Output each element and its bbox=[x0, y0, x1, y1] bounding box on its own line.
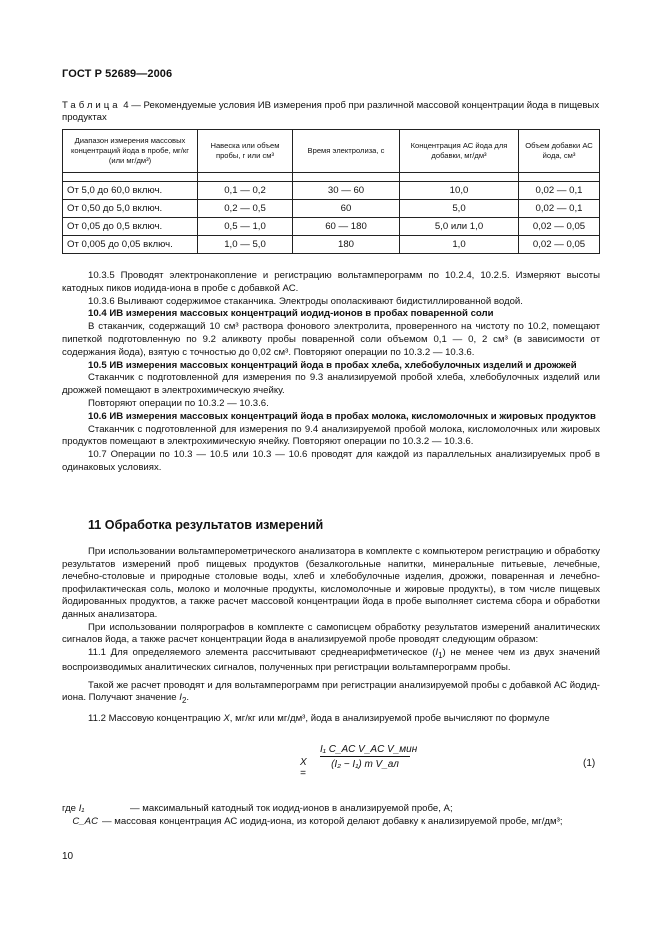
table-cell: 0,02 — 0,05 bbox=[519, 218, 600, 236]
definition-row bbox=[62, 816, 600, 829]
paragraph-10-3-5: 10.3.5 Проводят электронакопление и регистрацию вольтамперограмм по 10.2.4, 10.2.5. Измеряют высоты катодных пиков иодида-иона в пробе с добавкой АС. bbox=[62, 270, 600, 294]
table-row bbox=[63, 200, 600, 218]
table-cell: 60 — 180 bbox=[293, 218, 400, 236]
paragraph-10-6: Стаканчик с подготовленной для измерения по 9.4 анализируемой пробой молока, кисломолочных или жировых продуктов помещают в электрохимическую ячейку. Повторяют операции по 10.3.2 — 10.3.6. bbox=[62, 423, 600, 448]
definition-text: — максимальный катодный ток иодид-ионов в анализируемой пробе, А; bbox=[130, 803, 453, 814]
table-cell: 1,0 bbox=[400, 236, 519, 254]
conditions-table bbox=[62, 129, 600, 254]
table-cell: От 0,50 до 5,0 включ. bbox=[63, 200, 198, 218]
standard-header: ГОСТ Р 52689—2006 bbox=[62, 68, 173, 80]
paragraph-10-3-6: 10.3.6 Выливают содержимое стаканчика. Электроды ополаскивают бидистиллированной водой. bbox=[88, 295, 523, 307]
symbol-definitions bbox=[62, 803, 600, 828]
table-cell: От 5,0 до 60,0 включ. bbox=[63, 182, 198, 200]
table-cell: 0,02 — 0,1 bbox=[519, 182, 600, 200]
heading-10-6: 10.6 ИВ измерения массовых концентраций йода в пробах молока, кисломолочных и жировых продуктов bbox=[88, 410, 596, 422]
formula-numerator: I₁ C_AC V_AC V_мин bbox=[320, 744, 418, 755]
table-caption bbox=[62, 100, 602, 124]
table-cell: 0,2 — 0,5 bbox=[198, 200, 293, 218]
paragraph-10-5a: Стаканчик с подготовленной для измерения по 9.3 анализируемой пробой хлеба, хлебобулочных изделий или дрожжей помещают в электрохимическую ячейку. bbox=[62, 372, 600, 397]
table-cell: 5,0 или 1,0 bbox=[400, 218, 519, 236]
table-row bbox=[63, 218, 600, 236]
paragraph-11-1b: Такой же расчет проводят и для вольтамперограмм при регистрации анализируемой пробы с добавкой АС йодид-иона. Получают значение $I_2$. bbox=[62, 679, 600, 706]
table-header-cell: Концентрация АС йода для добавки, мг/дм³ bbox=[400, 130, 519, 173]
table-header-cell: Диапазон измерения массовых концентраций йода в пробе, мг/кг (или мг/дм³) bbox=[63, 130, 198, 173]
table-caption-word: Таблица bbox=[62, 100, 121, 111]
table-cell: 1,0 — 5,0 bbox=[198, 236, 293, 254]
table-cell: 0,5 — 1,0 bbox=[198, 218, 293, 236]
definition-symbol: где I₁ bbox=[62, 803, 85, 814]
paragraph-11-polarograph: При использовании полярографов в комплекте с самописцем обработку результатов измерений аналитических сигналов йода, а также расчет концентрации йода в анализируемой пробе проводят следующим образом: bbox=[62, 621, 600, 646]
formula-fraction bbox=[320, 744, 418, 770]
definition-symbol: C_AC bbox=[72, 815, 98, 827]
table-caption-text: 4 — Рекомендуемые условия ИВ измерения проб при различной массовой концентрации йода в пищевых продуктах bbox=[62, 100, 600, 123]
table-cell: 60 bbox=[293, 200, 400, 218]
section-11-text bbox=[62, 546, 600, 726]
formula-denominator: (I₂ − I₁) m V_ал bbox=[331, 759, 399, 770]
heading-10-4: 10.4 ИВ измерения массовых концентраций иодид-ионов в пробах поваренной соли bbox=[88, 308, 494, 320]
definition-text: — массовая концентрация АС иодид-иона, из которой делают добавку к анализируемой пробе, мг/дм³; bbox=[102, 815, 563, 827]
paragraph-11-1: 11.1 Для определяемого элемента рассчитывают среднеарифметическое $(I_1)$ не менее чем из двух значений воспроизводимых аналитических сигналов, полученных при регистрации вольтамперограмм пробы. bbox=[62, 646, 600, 674]
table-cell: 180 bbox=[293, 236, 400, 254]
table-cell: 0,1 — 0,2 bbox=[198, 182, 293, 200]
table-cell: От 0,005 до 0,05 включ. bbox=[63, 236, 198, 254]
formula-number: (1) bbox=[583, 758, 596, 769]
paragraph-10-5b: Повторяют операции по 10.3.2 — 10.3.6. bbox=[88, 397, 269, 409]
section-11-title: 11 Обработка результатов измерений bbox=[88, 518, 324, 532]
table-spacer-row bbox=[63, 173, 600, 182]
table-cell: 5,0 bbox=[400, 200, 519, 218]
table-header-cell: Время электролиза, с bbox=[293, 130, 400, 173]
paragraph-10-4: В стаканчик, содержащий 10 см³ раствора фонового электролита, проверенного на чистоту по 10.2, помещают пипеткой подготовленную по 9.2 аликвоту пробы поваренной соли объемом 0,1 — 0, 2 см³ (в зависимости от содержания йода), взятую с точностью до 0,02 см³. Повторяют операции по 10.3.2 — 10.3.6. bbox=[62, 321, 600, 358]
formula-lhs: X = bbox=[300, 757, 307, 779]
table-row bbox=[63, 236, 600, 254]
table-header-cell: Навеска или объем пробы, г или см³ bbox=[198, 130, 293, 173]
paragraph-11-2: 11.2 Массовую концентрацию X, мг/кг или мг/дм³, йода в анализируемой пробе вычисляют по формуле bbox=[88, 712, 550, 724]
paragraph-10-7: 10.7 Операции по 10.3 — 10.5 или 10.3 — 10.6 проводят для каждой из параллельных анализируемых проб в одинаковых условиях. bbox=[62, 449, 600, 473]
table-cell: 0,02 — 0,05 bbox=[519, 236, 600, 254]
table-header-cell: Объем добавки АС йода, см³ bbox=[519, 130, 600, 173]
table-cell: 10,0 bbox=[400, 182, 519, 200]
procedure-text bbox=[62, 270, 600, 475]
table-header-row bbox=[63, 130, 600, 173]
paragraph-11-intro: При использовании вольтамперометрического анализатора в комплекте с компьютером регистрацию и обработку результатов измерений проб пищевых продуктов (безалкогольные напитки, минеральные питьевые, лечебные, лечебно-столовые и природные столовые воды, хлеб и хлебобулочные изделия, дрожжи, поваренная и лечебно-профилактическая соль, молоко и молочные продукты, кисломолочные и жировые продукты), в том числе пищевых йодированных продуктов, а также расчет массовой концентрации йода в пробе выполняет система сбора и обработки данных анализатора. bbox=[62, 546, 600, 620]
table-row bbox=[63, 182, 600, 200]
heading-10-5: 10.5 ИВ измерения массовых концентраций йода в пробах хлеба, хлебобулочных изделий и дрожжей bbox=[88, 359, 577, 371]
table-cell: От 0,05 до 0,5 включ. bbox=[63, 218, 198, 236]
page-number: 10 bbox=[62, 851, 74, 862]
table-cell: 30 — 60 bbox=[293, 182, 400, 200]
definition-row bbox=[62, 803, 600, 816]
table-cell: 0,02 — 0,1 bbox=[519, 200, 600, 218]
